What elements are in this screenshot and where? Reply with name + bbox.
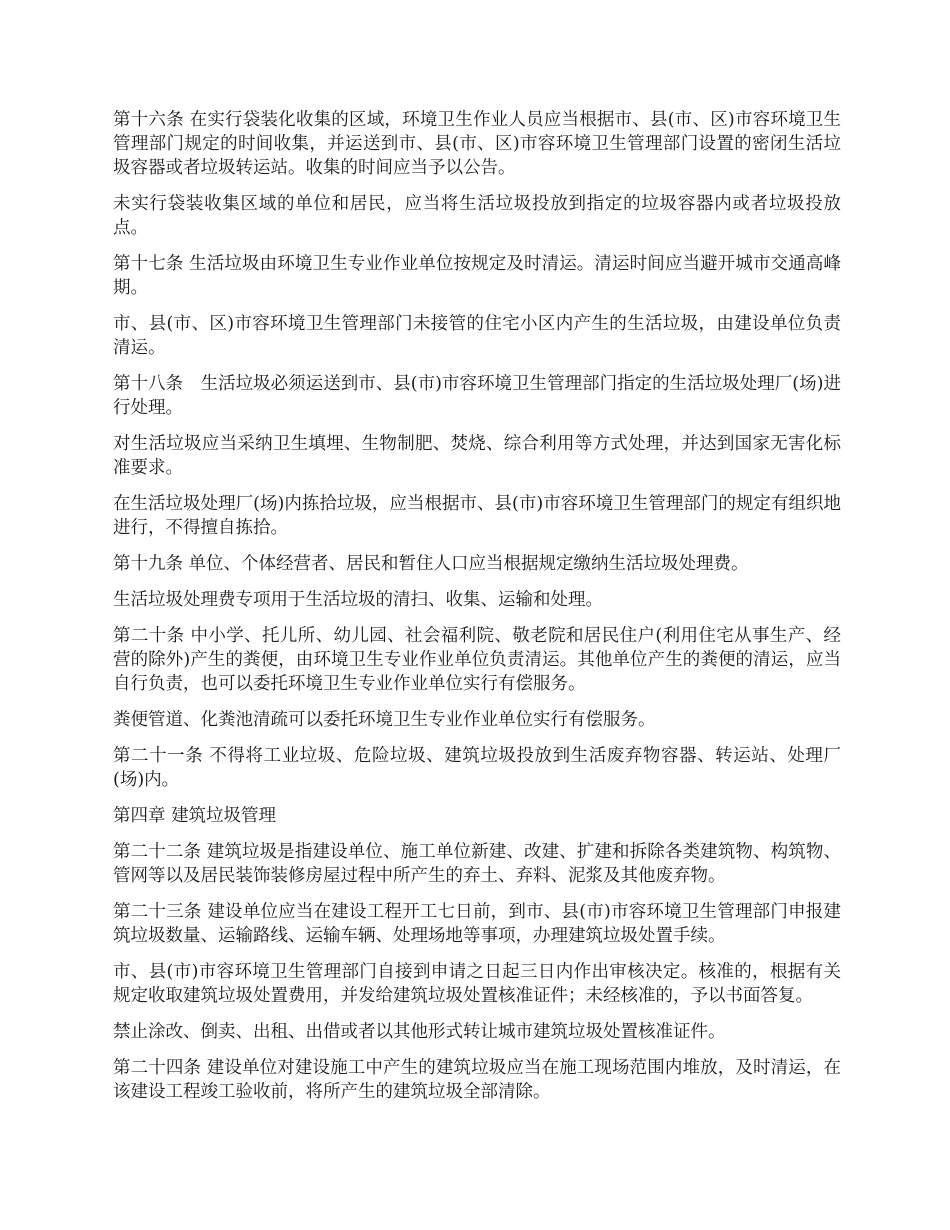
paragraph-unmanaged-residential: 市、县(市、区)市容环境卫生管理部门未接管的住宅小区内产生的生活垃圾，由建设单位负责清运。 <box>113 314 841 358</box>
paragraph-article-20: 第二十条 中小学、托儿所、幼儿园、社会福利院、敬老院和居民住户(利用住宅从事生产、经营的除外)产生的粪便，由环境卫生专业作业单位负责清运。其他单位产生的粪便的清运，应当自行负责，也可以委托环境卫生专业作业单位实行有偿服务。 <box>113 626 841 694</box>
paragraph-septic-dredging: 粪便管道、化粪池清疏可以委托环境卫生专业作业单位实行有偿服务。 <box>113 710 656 730</box>
paragraph-article-22: 第二十二条 建筑垃圾是指建设单位、施工单位新建、改建、扩建和拆除各类建筑物、构筑物、管网等以及居民装饰装修房屋过程中所产生的弃土、弃料、泥浆及其他废弃物。 <box>113 842 841 886</box>
paragraph-scavenging-rules: 在生活垃圾处理厂(场)内拣拾垃圾，应当根据市、县(市)市容环境卫生管理部门的规定有组织地进行，不得擅自拣拾。 <box>113 494 841 538</box>
paragraph-article-19: 第十九条 单位、个体经营者、居民和暂住人口应当根据规定缴纳生活垃圾处理费。 <box>113 554 749 574</box>
paragraph-article-18: 第十八条 生活垃圾必须运送到市、县(市)市容环境卫生管理部门指定的生活垃圾处理厂(场)进行处理。 <box>113 374 841 418</box>
paragraph-article-23: 第二十三条 建设单位应当在建设工程开工七日前，到市、县(市)市容环境卫生管理部门申报建筑垃圾数量、运输路线、运输车辆、处理场地等事项，办理建筑垃圾处置手续。 <box>113 902 841 946</box>
paragraph-article-17: 第十七条 生活垃圾由环境卫生专业作业单位按规定及时清运。清运时间应当避开城市交通高峰期。 <box>113 254 841 298</box>
paragraph-fee-usage: 生活垃圾处理费专项用于生活垃圾的清扫、收集、运输和处理。 <box>113 590 603 610</box>
document-body <box>113 108 841 1116</box>
paragraph-treatment-methods: 对生活垃圾应当采纳卫生填埋、生物制肥、焚烧、综合利用等方式处理，并达到国家无害化标准要求。 <box>113 434 841 478</box>
paragraph-non-bagged-collection: 未实行袋装收集区域的单位和居民，应当将生活垃圾投放到指定的垃圾容器内或者垃圾投放点。 <box>113 194 841 238</box>
chapter-heading: 第四章 建筑垃圾管理 <box>113 806 277 826</box>
paragraph-article-21: 第二十一条 不得将工业垃圾、危险垃圾、建筑垃圾投放到生活废弃物容器、转运站、处理厂(场)内。 <box>113 746 841 790</box>
paragraph-approval-decision: 市、县(市)市容环境卫生管理部门自接到申请之日起三日内作出审核决定。核准的，根据有关规定收取建筑垃圾处置费用，并发给建筑垃圾处置核准证件；未经核准的，予以书面答复。 <box>113 962 841 1006</box>
paragraph-article-16: 第十六条 在实行袋装化收集的区域，环境卫生作业人员应当根据市、县(市、区)市容环境卫生管理部门规定的时间收集，并运送到市、县(市、区)市容环境卫生管理部门设置的密闭生活垃圾容器或者垃圾转运站。收集的时间应当予以公告。 <box>113 110 841 178</box>
paragraph-certificate-prohibition: 禁止涂改、倒卖、出租、出借或者以其他形式转让城市建筑垃圾处置核准证件。 <box>113 1022 726 1042</box>
paragraph-article-24: 第二十四条 建设单位对建设施工中产生的建筑垃圾应当在施工现场范围内堆放，及时清运，在该建设工程竣工验收前，将所产生的建筑垃圾全部清除。 <box>113 1058 841 1102</box>
